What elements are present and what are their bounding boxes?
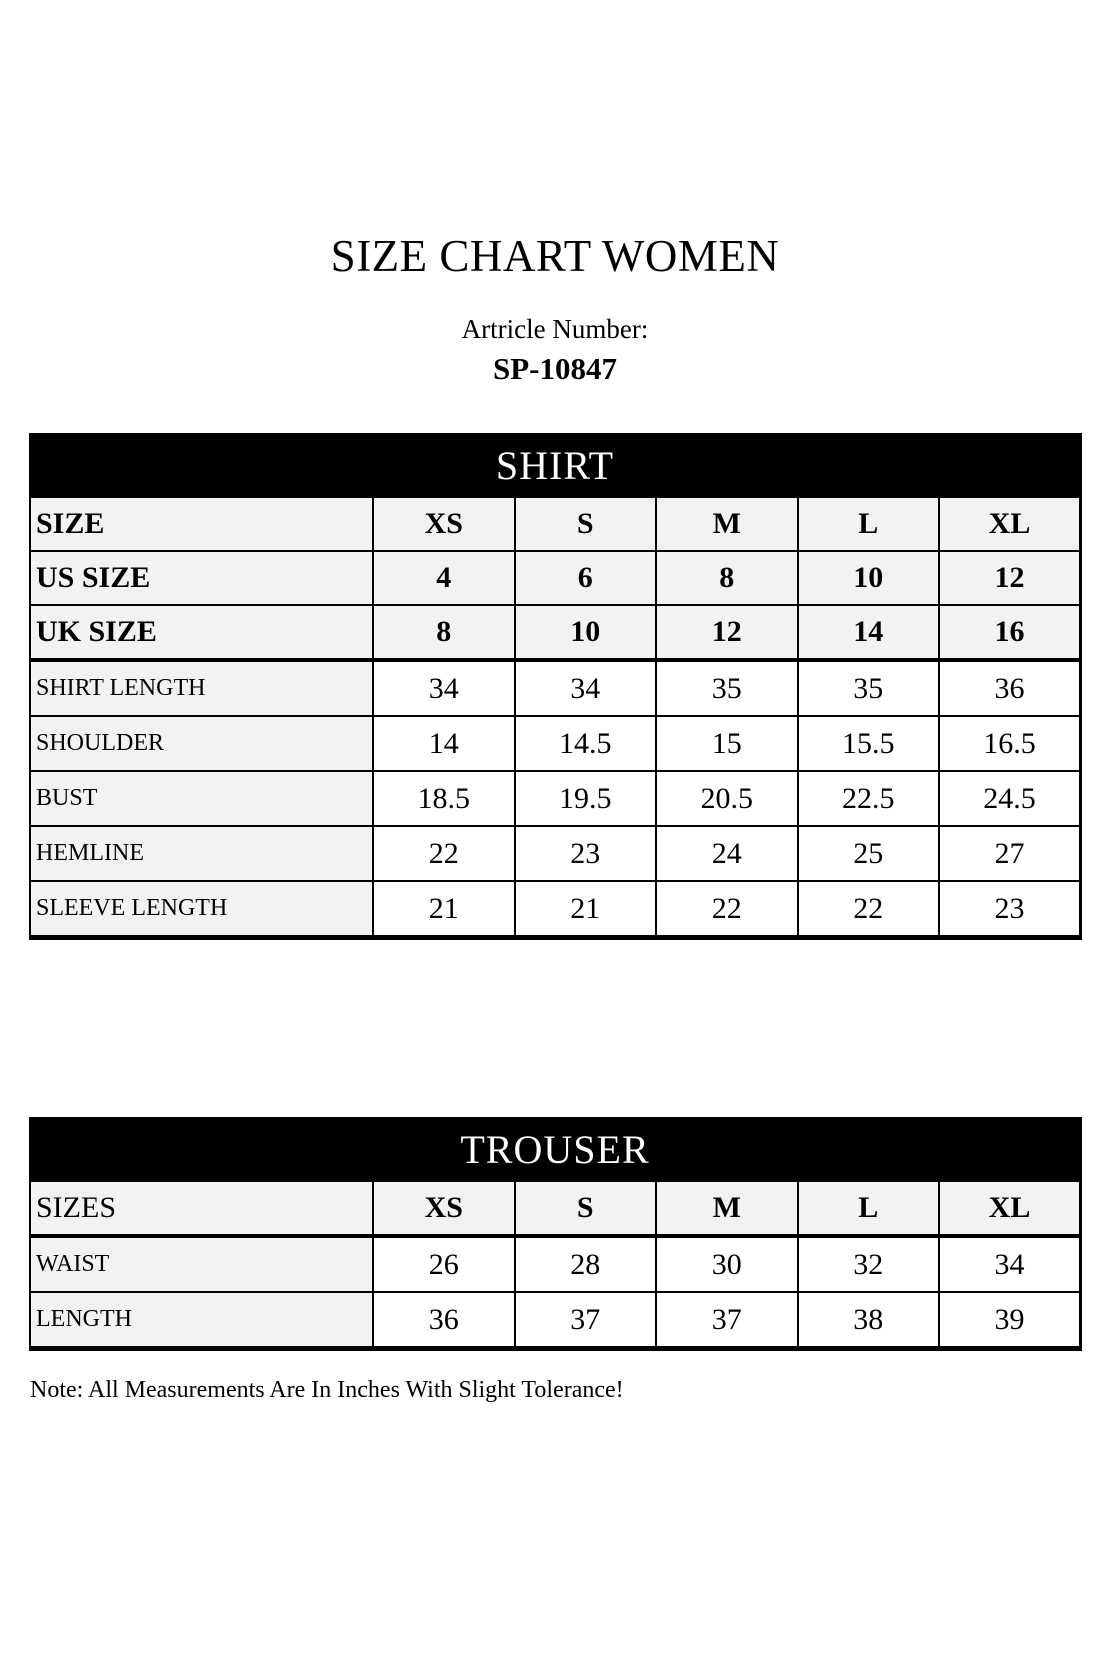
table-row — [30, 881, 1081, 938]
cell-value: 21 — [515, 881, 657, 938]
cell-value: 32 — [798, 1236, 940, 1292]
trouser-table-title-row — [30, 1118, 1081, 1181]
shirt-table-title: SHIRT — [30, 434, 1081, 497]
shirt-table-body — [30, 497, 1081, 938]
table-row — [30, 826, 1081, 881]
cell-value: 12 — [939, 551, 1081, 605]
table-row — [30, 1292, 1081, 1349]
cell-value: 39 — [939, 1292, 1081, 1349]
cell-value: 34 — [373, 660, 515, 716]
cell-value: 4 — [373, 551, 515, 605]
trouser-table-title: TROUSER — [30, 1118, 1081, 1181]
cell-value: 23 — [939, 881, 1081, 938]
row-label: SLEEVE LENGTH — [30, 881, 373, 938]
table-row — [30, 1236, 1081, 1292]
row-label: UK SIZE — [30, 605, 373, 660]
cell-value: 23 — [515, 826, 657, 881]
article-number-value: SP-10847 — [493, 351, 617, 386]
cell-value: 35 — [798, 660, 940, 716]
table-row — [30, 660, 1081, 716]
note-text: Note: All Measurements Are In Inches With Slight Tolerance! — [30, 1377, 624, 1403]
cell-value: 15 — [656, 716, 798, 771]
page-title: SIZE CHART WOMEN — [330, 231, 780, 281]
cell-value: 8 — [656, 551, 798, 605]
cell-value: 20.5 — [656, 771, 798, 826]
cell-value: 15.5 — [798, 716, 940, 771]
trouser-size-table — [29, 1117, 1082, 1351]
row-label: SIZES — [30, 1181, 373, 1236]
cell-value: 38 — [798, 1292, 940, 1349]
cell-value: L — [798, 497, 940, 551]
cell-value: S — [515, 497, 657, 551]
trouser-table-body — [30, 1181, 1081, 1349]
cell-value: XS — [373, 1181, 515, 1236]
cell-value: 34 — [515, 660, 657, 716]
cell-value: 16 — [939, 605, 1081, 660]
cell-value: 36 — [939, 660, 1081, 716]
table-row — [30, 497, 1081, 551]
table-row — [30, 605, 1081, 660]
table-row — [30, 716, 1081, 771]
cell-value: 26 — [373, 1236, 515, 1292]
row-label: SHIRT LENGTH — [30, 660, 373, 716]
cell-value: 16.5 — [939, 716, 1081, 771]
cell-value: 34 — [939, 1236, 1081, 1292]
row-label: WAIST — [30, 1236, 373, 1292]
cell-value: 28 — [515, 1236, 657, 1292]
cell-value: 22.5 — [798, 771, 940, 826]
table-row — [30, 551, 1081, 605]
cell-value: 8 — [373, 605, 515, 660]
row-label: SIZE — [30, 497, 373, 551]
cell-value: 22 — [798, 881, 940, 938]
row-label: SHOULDER — [30, 716, 373, 771]
cell-value: 14.5 — [515, 716, 657, 771]
cell-value: L — [798, 1181, 940, 1236]
cell-value: 14 — [373, 716, 515, 771]
cell-value: XL — [939, 1181, 1081, 1236]
cell-value: 10 — [798, 551, 940, 605]
cell-value: 22 — [656, 881, 798, 938]
cell-value: 14 — [798, 605, 940, 660]
cell-value: 18.5 — [373, 771, 515, 826]
shirt-size-table — [29, 433, 1082, 940]
cell-value: 37 — [515, 1292, 657, 1349]
row-label: LENGTH — [30, 1292, 373, 1349]
article-number-label: Artricle Number: — [461, 314, 649, 344]
cell-value: 22 — [373, 826, 515, 881]
cell-value: 36 — [373, 1292, 515, 1349]
table-row — [30, 771, 1081, 826]
cell-value: 25 — [798, 826, 940, 881]
row-label: US SIZE — [30, 551, 373, 605]
cell-value: M — [656, 497, 798, 551]
cell-value: 35 — [656, 660, 798, 716]
cell-value: 21 — [373, 881, 515, 938]
cell-value: XS — [373, 497, 515, 551]
cell-value: 19.5 — [515, 771, 657, 826]
cell-value: 27 — [939, 826, 1081, 881]
row-label: BUST — [30, 771, 373, 826]
cell-value: XL — [939, 497, 1081, 551]
cell-value: 12 — [656, 605, 798, 660]
cell-value: M — [656, 1181, 798, 1236]
table-row — [30, 1181, 1081, 1236]
cell-value: S — [515, 1181, 657, 1236]
cell-value: 37 — [656, 1292, 798, 1349]
shirt-table-title-row — [30, 434, 1081, 497]
cell-value: 30 — [656, 1236, 798, 1292]
cell-value: 6 — [515, 551, 657, 605]
cell-value: 24 — [656, 826, 798, 881]
cell-value: 24.5 — [939, 771, 1081, 826]
cell-value: 10 — [515, 605, 657, 660]
row-label: HEMLINE — [30, 826, 373, 881]
